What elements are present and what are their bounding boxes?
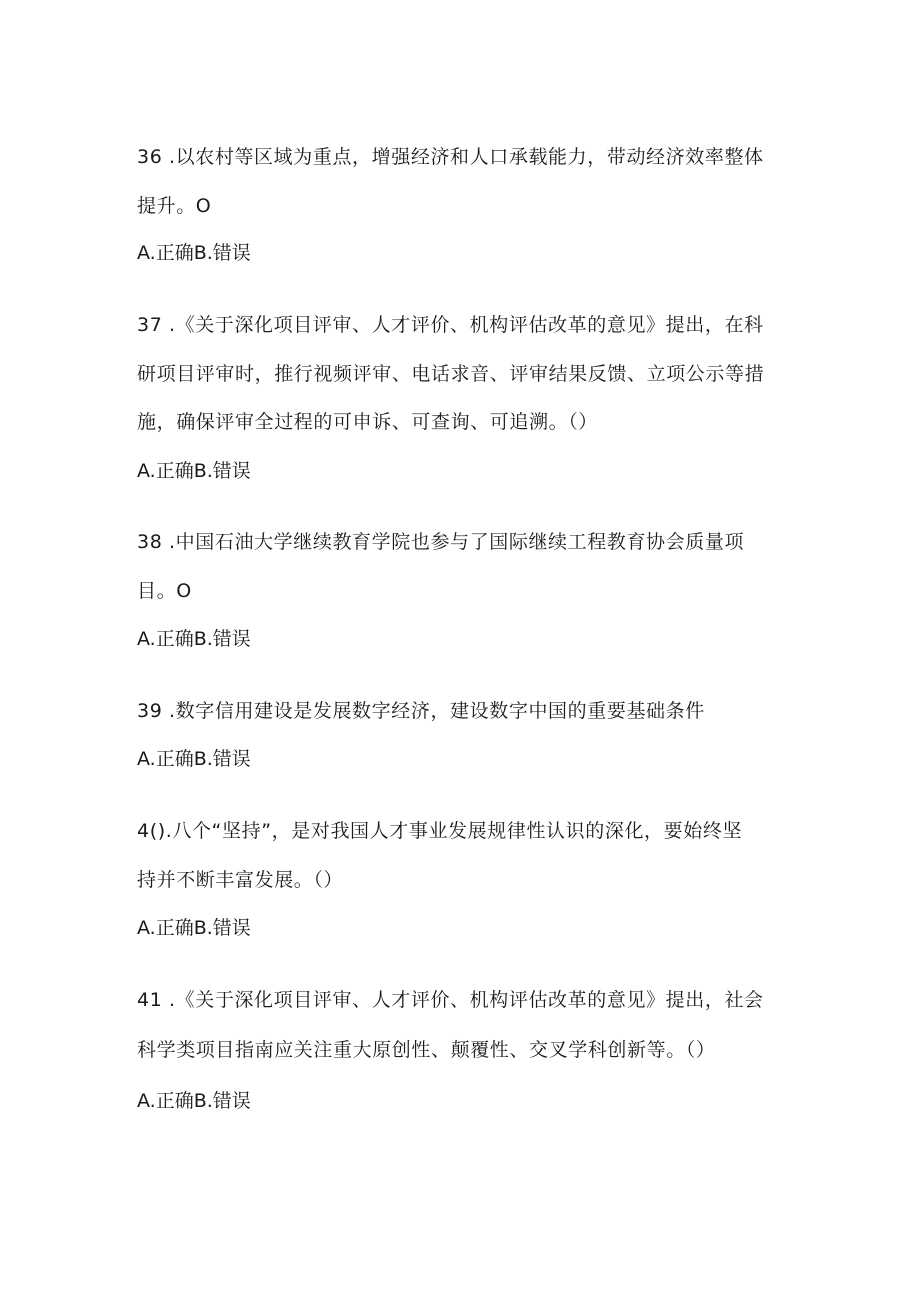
question-38-answer: A.正确B.错误 bbox=[137, 628, 251, 650]
question-41-line-2: 科学类项目指南应关注重大原创性、颠覆性、交叉学科创新等。（） bbox=[137, 1039, 716, 1061]
question-38-line-2: 目。O bbox=[137, 580, 192, 602]
question-37-answer: A.正确B.错误 bbox=[137, 460, 251, 482]
question-37-line-3: 施，确保评审全过程的可申诉、可查询、可追溯。（） bbox=[137, 411, 598, 433]
question-38-line-1: 38 .中国石油大学继续教育学院也参与了国际继续工程教育协会质量项 bbox=[137, 531, 745, 553]
question-36-line-2: 提升。O bbox=[137, 195, 212, 217]
question-41-line-1: 41 .《关于深化项目评审、人才评价、机构评估改革的意见》提出，社会 bbox=[137, 989, 764, 1011]
question-40-line-2: 持并不断丰富发展。（） bbox=[137, 869, 344, 891]
question-40-line-1: 4().八个“坚持”，是对我国人才事业发展规律性认识的深化，要始终坚 bbox=[137, 820, 743, 842]
question-39-answer: A.正确B.错误 bbox=[137, 748, 251, 770]
question-41-answer: A.正确B.错误 bbox=[137, 1090, 251, 1112]
question-39-line-1: 39 .数字信用建设是发展数字经济，建设数字中国的重要基础条件 bbox=[137, 700, 705, 722]
question-40-answer: A.正确B.错误 bbox=[137, 917, 251, 939]
question-37-line-2: 研项目评审时，推行视频评审、电话求音、评审结果反馈、立项公示等措 bbox=[137, 363, 765, 385]
question-37-line-1: 37 .《关于深化项目评审、人才评价、机构评估改革的意见》提出，在科 bbox=[137, 314, 764, 336]
question-36-answer: A.正确B.错误 bbox=[137, 242, 251, 264]
question-36-line-1: 36 .以农村等区域为重点，增强经济和人口承载能力，带动经济效率整体 bbox=[137, 146, 764, 168]
